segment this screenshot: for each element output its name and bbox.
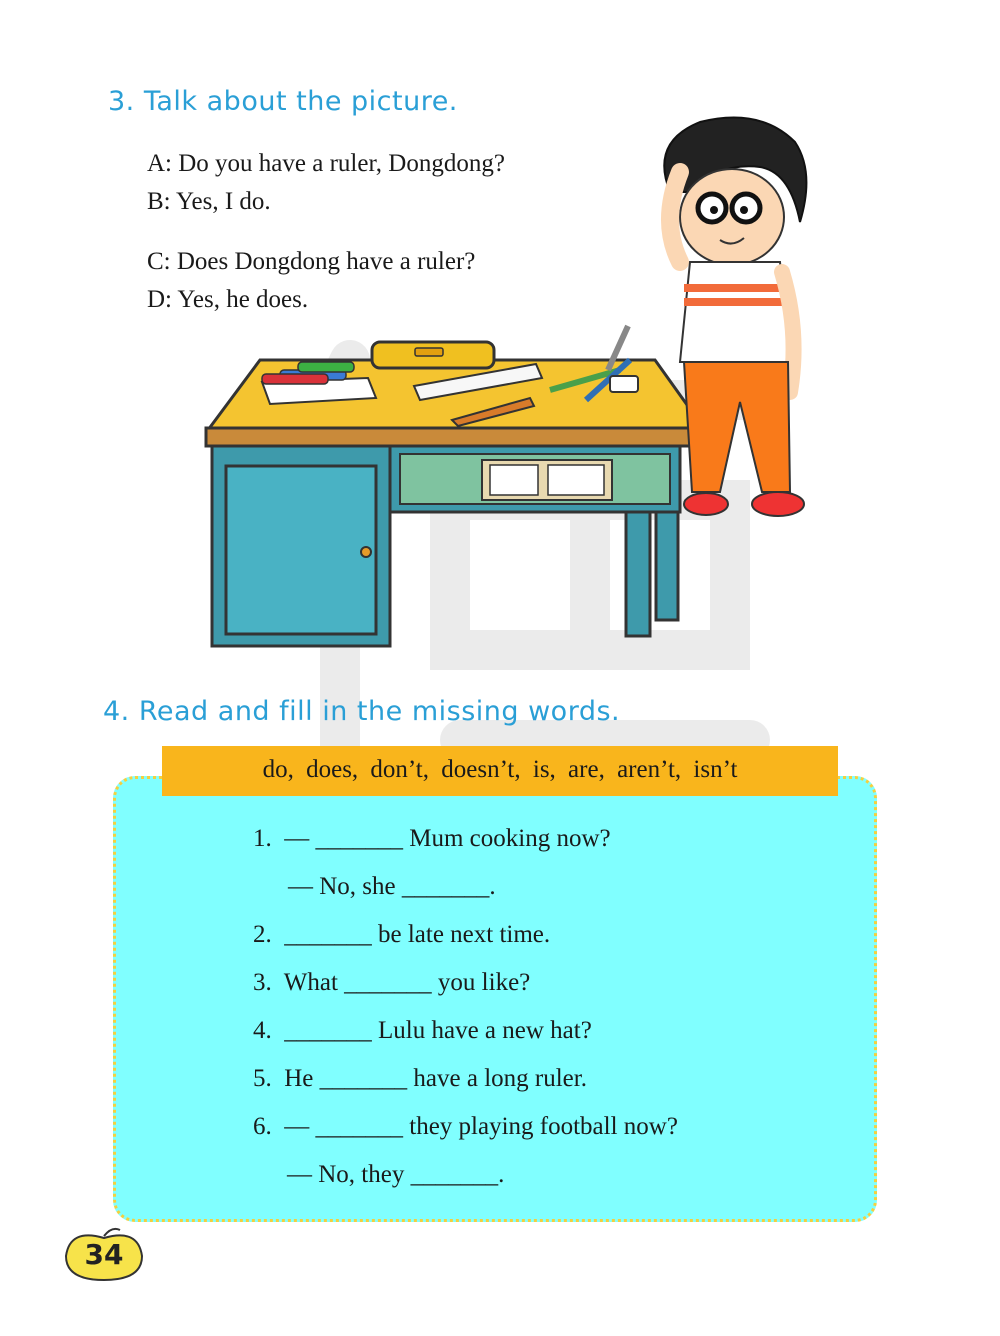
page-number: 34 [84, 1238, 124, 1271]
dialog-line-a: A: Do you have a ruler, Dongdong? [147, 150, 505, 177]
section-3-title: 3. Talk about the picture. [108, 86, 458, 117]
dialog-line-c: C: Does Dongdong have a ruler? [147, 248, 476, 275]
dialog-line-d: D: Yes, he does. [147, 286, 309, 313]
word-bank-banner [162, 746, 838, 796]
exercise-item-6-answer: — No, they _______. [287, 1161, 505, 1188]
exercise-item-3: 3. What _______ you like? [253, 969, 531, 996]
section-4-title: 4. Read and fill in the missing words. [103, 696, 621, 727]
word-bank-text: do, does, don’t, doesn’t, is, are, aren’t, isn’t [262, 756, 738, 783]
exercise-item-1: 1. — _______ Mum cooking now? [253, 825, 611, 852]
page-number-badge [60, 1226, 148, 1284]
exercise-item-2: 2. _______ be late next time. [253, 921, 551, 948]
exercise-item-6: 6. — _______ they playing football now? [253, 1113, 678, 1140]
dialog-line-b: B: Yes, I do. [147, 188, 271, 215]
exercise-item-4: 4. _______ Lulu have a new hat? [253, 1017, 592, 1044]
exercise-item-1-answer: — No, she _______. [288, 873, 496, 900]
exercise-item-5: 5. He _______ have a long ruler. [253, 1065, 587, 1092]
boy-illustration [640, 112, 820, 532]
